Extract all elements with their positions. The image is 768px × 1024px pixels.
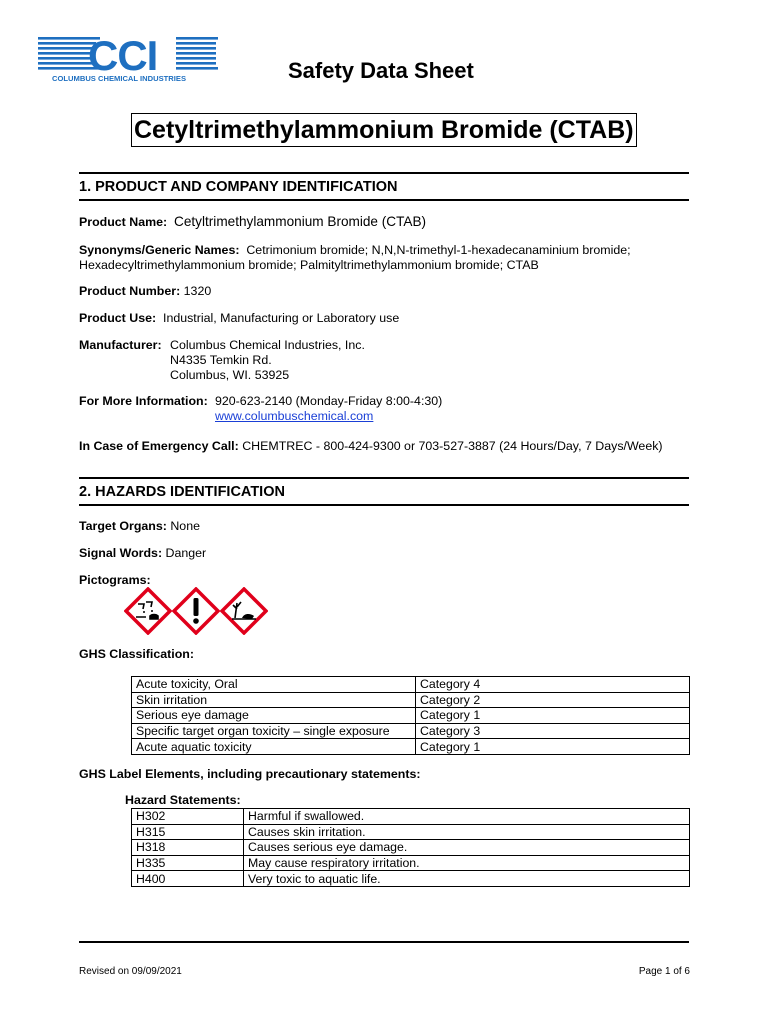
hazard-class-cell: Acute aquatic toxicity <box>132 739 416 755</box>
section2-heading: 2. HAZARDS IDENTIFICATION <box>79 484 285 500</box>
product-number-field <box>79 284 211 299</box>
environment-pictogram-icon <box>222 589 266 633</box>
hazard-text-cell: Causes skin irritation. <box>244 824 690 840</box>
page-number: Page 1 of 6 <box>638 966 690 977</box>
more-info-details <box>215 394 442 424</box>
exclamation-pictogram-icon <box>174 589 218 633</box>
logo-subtitle: COLUMBUS CHEMICAL INDUSTRIES <box>52 74 187 83</box>
table-row <box>132 809 690 825</box>
section-divider <box>79 199 689 201</box>
section-divider <box>79 504 689 506</box>
sheet-title: Safety Data Sheet <box>288 58 474 83</box>
hazard-text-cell: Very toxic to aquatic life. <box>244 871 690 887</box>
company-logo <box>38 34 220 84</box>
synonyms-field <box>79 243 631 273</box>
ghs-classification-label: GHS Classification: <box>79 647 194 661</box>
pictograms-label: Pictograms: <box>79 573 151 587</box>
product-use-label: Product Use: <box>79 311 157 325</box>
hazard-statements-label: Hazard Statements: <box>125 793 241 807</box>
synonyms-line1: Cetrimonium bromide; N,N,N-trimethyl-1-hexadecanaminium bromide; <box>246 243 631 257</box>
footer-divider <box>79 941 689 943</box>
target-organs-field <box>79 519 200 534</box>
hazard-class-cell: Serious eye damage <box>132 708 416 724</box>
logo-text: CCI <box>88 34 158 79</box>
emergency-label: In Case of Emergency Call: <box>79 439 239 453</box>
hazard-text-cell: Harmful if swallowed. <box>244 809 690 825</box>
signal-words-label: Signal Words: <box>79 546 163 560</box>
signal-words-value: Danger <box>165 546 207 560</box>
product-name-field <box>79 214 426 230</box>
product-title: Cetyltrimethylammonium Bromide (CTAB) <box>131 113 637 147</box>
manufacturer-line1: Columbus Chemical Industries, Inc. <box>170 338 365 352</box>
website-link[interactable]: www.columbuschemical.com <box>215 409 374 423</box>
manufacturer-label: Manufacturer: <box>79 338 162 352</box>
pictogram-row <box>124 587 268 635</box>
synonyms-line2: Hexadecyltrimethylammonium bromide; Palmityltrimethylammonium bromide; CTAB <box>79 258 539 272</box>
table-row <box>132 855 690 871</box>
product-use-field <box>79 311 399 326</box>
hazard-code-cell: H400 <box>132 871 244 887</box>
hazard-statements-table <box>131 808 690 887</box>
table-row <box>132 824 690 840</box>
section-divider <box>79 172 689 174</box>
target-organs-label: Target Organs: <box>79 519 167 533</box>
hazard-code-cell: H335 <box>132 855 244 871</box>
emergency-field <box>79 439 663 454</box>
section-divider <box>79 477 689 479</box>
section1-heading: 1. PRODUCT AND COMPANY IDENTIFICATION <box>79 179 398 195</box>
manufacturer-line3: Columbus, WI. 53925 <box>170 368 290 382</box>
target-organs-value: None <box>170 519 200 533</box>
product-number-value: 1320 <box>183 284 212 298</box>
table-row <box>132 677 690 693</box>
product-number-label: Product Number: <box>79 284 181 298</box>
table-row <box>132 708 690 724</box>
category-cell: Category 3 <box>416 723 690 739</box>
corrosion-pictogram-icon <box>126 589 170 633</box>
hazard-class-cell: Acute toxicity, Oral <box>132 677 416 693</box>
table-row <box>132 723 690 739</box>
hazard-text-cell: May cause respiratory irritation. <box>244 855 690 871</box>
hazard-class-cell: Skin irritation <box>132 692 416 708</box>
category-cell: Category 1 <box>416 708 690 724</box>
more-info-label: For More Information: <box>79 394 208 408</box>
product-name-label: Product Name: <box>79 215 168 229</box>
hazard-code-cell: H302 <box>132 809 244 825</box>
manufacturer-address <box>170 338 365 383</box>
emergency-value: CHEMTREC - 800-424-9300 or 703-527-3887 (24 Hours/Day, 7 Days/Week) <box>242 439 663 453</box>
category-cell: Category 4 <box>416 677 690 693</box>
ghs-classification-table <box>131 676 690 755</box>
hazard-code-cell: H315 <box>132 824 244 840</box>
hazard-code-cell: H318 <box>132 840 244 856</box>
product-use-value: Industrial, Manufacturing or Laboratory use <box>163 311 400 325</box>
synonyms-label: Synonyms/Generic Names: <box>79 243 240 257</box>
hazard-text-cell: Causes serious eye damage. <box>244 840 690 856</box>
table-row <box>132 840 690 856</box>
signal-words-field <box>79 546 206 561</box>
category-cell: Category 2 <box>416 692 690 708</box>
table-row <box>132 739 690 755</box>
hazard-class-cell: Specific target organ toxicity – single exposure <box>132 723 416 739</box>
label-elements-label: GHS Label Elements, including precautionary statements: <box>79 767 421 781</box>
table-row <box>132 871 690 887</box>
product-name-value: Cetyltrimethylammonium Bromide (CTAB) <box>174 214 427 229</box>
table-row <box>132 692 690 708</box>
category-cell: Category 1 <box>416 739 690 755</box>
manufacturer-line2: N4335 Temkin Rd. <box>170 353 272 367</box>
more-info-phone: 920-623-2140 (Monday-Friday 8:00-4:30) <box>215 394 443 408</box>
revised-date: Revised on 09/09/2021 <box>79 966 182 977</box>
